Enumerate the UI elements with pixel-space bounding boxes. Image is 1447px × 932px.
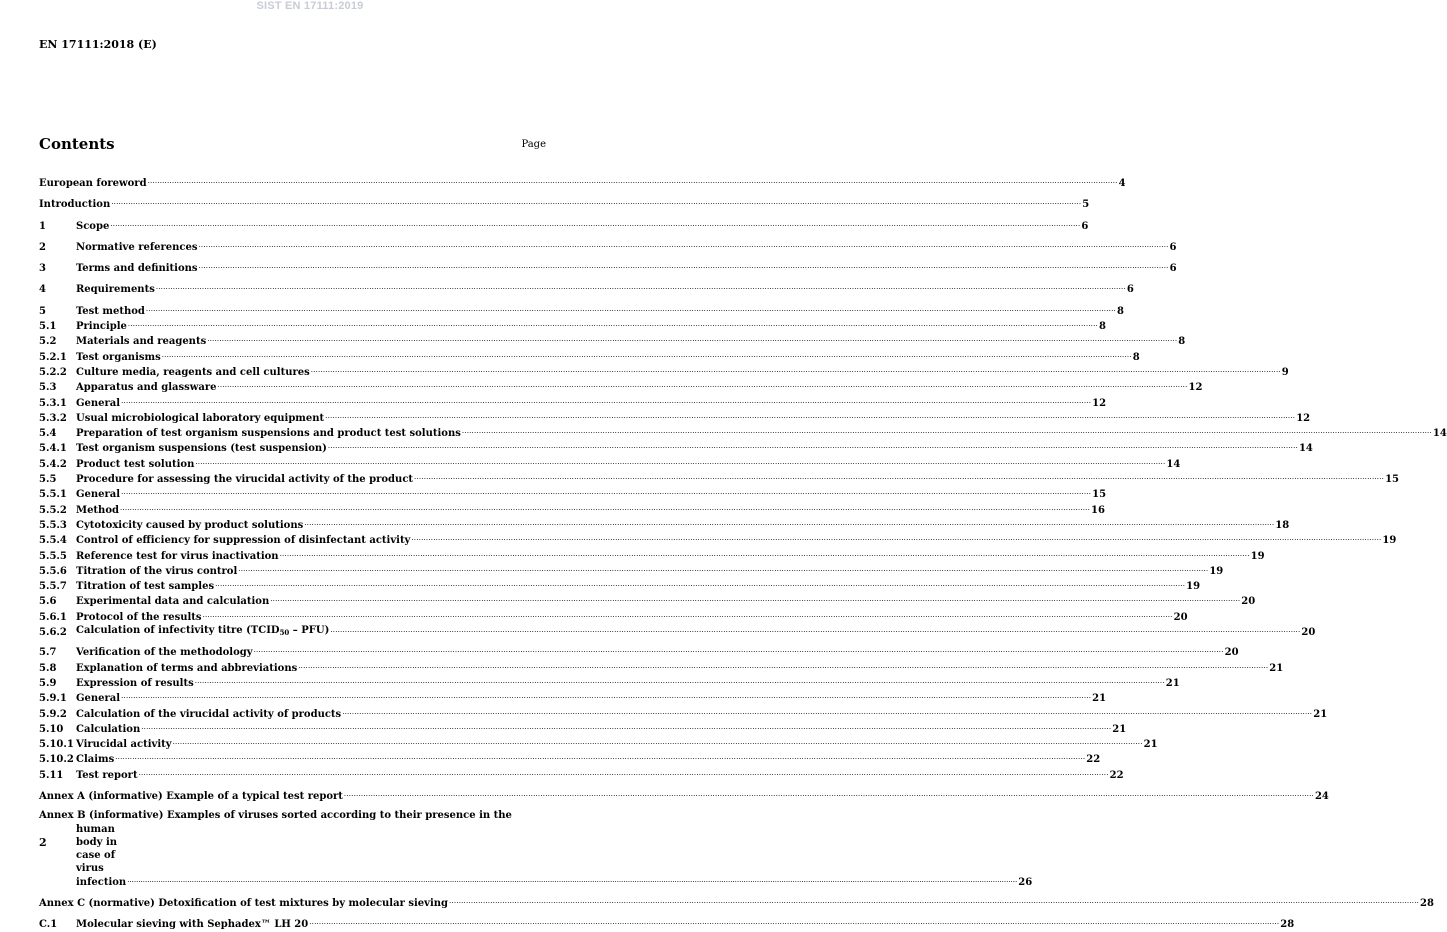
toc-entry-page: 21 — [1143, 739, 1158, 751]
toc-entry-title — [76, 283, 155, 296]
toc-leader-dots: ................................................................................................................................................................................................................................................................................................................................................................................................................ — [238, 564, 1209, 573]
toc-entry-title-text: Test organisms — [76, 351, 161, 363]
toc-entry-title — [76, 918, 308, 931]
toc-entry-title-text: Titration of the virus control — [76, 565, 238, 577]
toc-entry-title-text: Verification of the methodology — [76, 647, 253, 659]
toc-entry-page: 4 — [1118, 178, 1126, 189]
toc-entry-title — [76, 473, 413, 486]
page-number: 2 — [39, 836, 47, 849]
toc-entry-number: 5.5.4 — [39, 535, 67, 547]
toc-entry-page: 16 — [1091, 504, 1105, 516]
toc-entry[interactable] — [39, 690, 1107, 705]
toc-entry-page: 19 — [1250, 550, 1265, 562]
toc-entry[interactable] — [39, 260, 1177, 275]
toc-entry-page: 5 — [1082, 199, 1090, 211]
toc-entry-number: 5.5.1 — [39, 489, 67, 501]
toc-leader-dots: ................................................................................................................................................................................................................................................................................................................................................................................................................ — [198, 262, 1169, 271]
toc-entry-title-text: Expression of results — [76, 677, 194, 689]
toc-entry-number: 5.9 — [39, 677, 57, 689]
toc-entry-title-text: General — [76, 397, 121, 409]
toc-leader-dots: ................................................................................................................................................................................................................................................................................................................................................................................................................ — [172, 738, 1143, 747]
toc-leader-dots: ................................................................................................................................................................................................................................................................................................................................................................................................................ — [327, 442, 1298, 451]
toc-entry-title — [76, 565, 237, 578]
toc-entry-title — [76, 412, 324, 425]
toc-entry-subscript: 50 — [279, 628, 290, 638]
toc-entry-page: 21 — [1165, 677, 1180, 689]
toc-entry-title — [76, 381, 216, 394]
toc-entry-title — [76, 442, 327, 455]
toc-entry-number: 1 — [39, 220, 46, 232]
toc-entry-title — [76, 504, 119, 517]
toc-leader-dots: ................................................................................................................................................................................................................................................................................................................................................................................................................ — [195, 457, 1166, 466]
toc-entry-number: 5.7 — [39, 647, 57, 659]
toc-leader-dots: ................................................................................................................................................................................................................................................................................................................................................................................................................ — [115, 753, 1086, 762]
toc-entry-number: 5.3 — [39, 382, 57, 394]
toc-entry-number: 5.10.1 — [39, 739, 74, 751]
toc-entry-page: 21 — [1092, 693, 1107, 705]
toc-entry-title — [76, 366, 310, 379]
toc-entry-title-text: Virucidal activity — [76, 739, 172, 751]
toc-entry-page: 28 — [1280, 919, 1295, 931]
toc-entry-page: 8 — [1116, 305, 1124, 317]
toc-leader-dots: ................................................................................................................................................................................................................................................................................................................................................................................................................ — [330, 626, 1301, 635]
toc-entry-title-text: Explanation of terms and abbreviations — [76, 662, 298, 674]
toc-entry-number: 5.2 — [39, 336, 57, 348]
toc-entry[interactable] — [39, 736, 1158, 751]
toc-entry-title — [39, 897, 448, 910]
toc-entry-page: 15 — [1385, 474, 1399, 486]
toc-entry-title — [76, 550, 279, 563]
toc-leader-dots: ................................................................................................................................................................................................................................................................................................................................................................................................................ — [145, 304, 1116, 313]
toc-entry-title-text: Annex A (informative) Example of a typical test report — [39, 790, 343, 802]
toc-leader-dots: ................................................................................................................................................................................................................................................................................................................................................................................................................ — [279, 549, 1250, 558]
toc-entry[interactable] — [39, 895, 1434, 910]
toc-entry[interactable] — [39, 395, 1107, 410]
toc-entry-title-text: General — [76, 489, 121, 501]
toc-entry[interactable] — [39, 721, 1127, 736]
toc-entry[interactable] — [39, 609, 1188, 624]
document-header: EN 17111:2018 (E) — [39, 38, 157, 51]
toc-entry-title-text: Requirements — [76, 284, 155, 296]
toc-entry[interactable] — [39, 175, 1126, 190]
toc-entry-title — [39, 790, 343, 803]
toc-entry-page: 14 — [1166, 458, 1181, 470]
toc-entry-title-text: Test method — [76, 305, 145, 317]
toc-entry-number: 5.9.1 — [39, 693, 67, 705]
toc-entry[interactable] — [39, 364, 1289, 379]
toc-entry-page: 14 — [1432, 428, 1447, 440]
toc-entry-title-text: Normative references — [76, 241, 198, 253]
toc-entry-title-text: Terms and definitions — [76, 263, 198, 275]
toc-entry-number: 5.2.2 — [39, 366, 67, 378]
toc-entry-number: 5.10.2 — [39, 754, 74, 766]
toc-entry-title — [76, 723, 140, 736]
toc-entry[interactable] — [39, 809, 1033, 889]
toc-leader-dots: ................................................................................................................................................................................................................................................................................................................................................................................................................ — [119, 503, 1091, 512]
toc-entry-title — [76, 624, 329, 639]
toc-entry-number: 5.3.1 — [39, 397, 67, 409]
toc-entry-title-text: Titration of test samples — [76, 581, 215, 593]
toc-entry-title — [76, 769, 138, 782]
toc-entry[interactable] — [39, 675, 1180, 690]
toc-entry-number: 5.6.1 — [39, 611, 67, 623]
toc-leader-dots: ................................................................................................................................................................................................................................................................................................................................................................................................................ — [304, 518, 1275, 527]
toc-entry-title-text: Culture media, reagents and cell cultures — [76, 366, 310, 378]
toc-entry-title — [76, 646, 253, 659]
toc-entry-number: 5.9.2 — [39, 708, 67, 720]
toc-entry[interactable] — [39, 788, 1329, 803]
toc-leader-dots: ................................................................................................................................................................................................................................................................................................................................................................................................................ — [202, 610, 1173, 619]
toc-entry-page: 24 — [1314, 790, 1329, 802]
toc-entry-title — [39, 198, 110, 211]
toc-leader-dots: ................................................................................................................................................................................................................................................................................................................................................................................................................ — [325, 411, 1296, 420]
toc-entry[interactable] — [39, 410, 1311, 425]
toc-entry-title — [76, 677, 194, 690]
toc-entry-number: 5.5.7 — [39, 581, 67, 593]
toc-leader-dots: ................................................................................................................................................................................................................................................................................................................................................................................................................ — [161, 350, 1132, 359]
toc-entry-title-text: Control of efficiency for suppression of disinfectant activity — [76, 535, 411, 547]
toc-entry[interactable] — [39, 239, 1177, 254]
toc-entry-number: 5.2.1 — [39, 351, 67, 363]
toc-entry-title-text: Test report — [76, 769, 138, 781]
toc-entry-title — [76, 488, 120, 501]
toc-entry-page: 22 — [1109, 769, 1124, 781]
toc-leader-dots: ................................................................................................................................................................................................................................................................................................................................................................................................................ — [342, 707, 1313, 716]
toc-entry-title-text: Cytotoxicity caused by product solutions — [76, 519, 304, 531]
toc-entry-title-text: Apparatus and glassware — [76, 382, 217, 394]
toc-entry-page: 8 — [1178, 336, 1186, 348]
toc-entry-page: 19 — [1382, 535, 1397, 547]
toc-entry-title-text: European foreword — [39, 178, 147, 189]
toc-entry-title-text: Scope — [76, 220, 110, 232]
toc-entry-title — [76, 580, 214, 593]
toc-leader-dots: ................................................................................................................................................................................................................................................................................................................................................................................................................ — [215, 580, 1186, 589]
toc-entry-title — [76, 611, 202, 624]
toc-leader-dots: ................................................................................................................................................................................................................................................................................................................................................................................................................ — [414, 473, 1385, 482]
page-column-label: Page — [521, 139, 546, 150]
toc-entry[interactable] — [39, 644, 1239, 659]
toc-entry[interactable] — [39, 425, 1447, 440]
toc-entry-title-text: Method — [76, 504, 119, 516]
toc-entry-title — [76, 753, 114, 766]
toc-entry[interactable] — [39, 333, 1186, 348]
toc-entry-number: 5.4 — [39, 428, 57, 440]
toc-leader-dots: ................................................................................................................................................................................................................................................................................................................................................................................................................ — [411, 534, 1382, 543]
toc-entry-title-text: Reference test for virus inactivation — [76, 550, 279, 562]
toc-entry[interactable] — [39, 440, 1313, 455]
toc-entry-number: 5.5.6 — [39, 565, 67, 577]
toc-entry-page: 20 — [1224, 647, 1239, 659]
toc-entry-title — [39, 177, 147, 190]
toc-entry-number: 5.8 — [39, 662, 57, 674]
toc-entry-number: 5.10 — [39, 723, 64, 735]
toc-entry-title — [76, 351, 161, 364]
toc-entry-number: 5.1 — [39, 321, 57, 333]
toc-entry-page: 22 — [1086, 754, 1101, 766]
toc-entry[interactable] — [39, 767, 1124, 782]
toc-leader-dots: ................................................................................................................................................................................................................................................................................................................................................................................................................ — [111, 198, 1082, 207]
toc-entry-page: 19 — [1209, 565, 1224, 577]
toc-entry-page: 8 — [1098, 321, 1106, 333]
toc-entry[interactable] — [39, 593, 1256, 608]
toc-entry-page: 6 — [1169, 263, 1177, 275]
toc-leader-dots: ................................................................................................................................................................................................................................................................................................................................................................................................................ — [194, 676, 1165, 685]
toc-entry-number: 5.6 — [39, 596, 57, 608]
toc-entry[interactable] — [39, 218, 1089, 233]
toc-entry[interactable] — [39, 517, 1290, 532]
toc-leader-dots: ................................................................................................................................................................................................................................................................................................................................................................................................................ — [461, 427, 1432, 436]
toc-entry-title — [76, 738, 172, 751]
toc-entry[interactable] — [39, 563, 1224, 578]
toc-entry-title-text: General — [76, 693, 121, 705]
toc-entry-number: 3 — [39, 263, 46, 275]
toc-entry-page: 12 — [1092, 397, 1107, 409]
toc-entry-number: 2 — [39, 241, 46, 253]
toc-entry-page: 18 — [1275, 519, 1290, 531]
toc-entry-title — [76, 595, 269, 608]
toc-entry[interactable] — [39, 318, 1106, 333]
toc-entry-number: 5.5 — [39, 474, 57, 486]
toc-leader-dots: ................................................................................................................................................................................................................................................................................................................................................................................................................ — [253, 646, 1224, 655]
toc-entry-title — [76, 305, 145, 318]
toc-entry-title — [76, 534, 410, 547]
toc-entry-title — [76, 519, 303, 532]
toc-entry-page: 19 — [1186, 581, 1201, 593]
toc-entry-number: 5.3.2 — [39, 412, 67, 424]
toc-entry-title — [76, 692, 120, 705]
page-title: Contents — [39, 135, 115, 153]
toc-entry-title-text: Calculation — [76, 723, 141, 735]
toc-entry-page: 20 — [1173, 611, 1188, 623]
toc-entry-number: C.1 — [39, 919, 58, 931]
toc-entry-title-suffix: – PFU) — [289, 625, 330, 637]
toc-entry-page: 6 — [1081, 220, 1089, 232]
toc-entry-title-continued: human body in case of virus infection — [76, 823, 127, 888]
toc-leader-dots: ................................................................................................................................................................................................................................................................................................................................................................................................................ — [449, 897, 1420, 906]
toc-entry-title-text: Calculation of infectivity titre (TCID — [76, 625, 280, 637]
toc-entry-title — [76, 241, 198, 254]
toc-entry-title-text: Annex C (normative) Detoxification of test mixtures by molecular sieving — [39, 898, 448, 910]
toc-entry-page: 21 — [1313, 708, 1328, 720]
toc-leader-dots: ................................................................................................................................................................................................................................................................................................................................................................................................................ — [141, 722, 1112, 731]
toc-leader-dots: ................................................................................................................................................................................................................................................................................................................................................................................................................ — [121, 692, 1092, 701]
toc-entry-title-text: Usual microbiological laboratory equipment — [76, 412, 325, 424]
toc-entry-title: Annex B (informative) Examples of viruses sorted according to their presence in the — [39, 810, 512, 822]
toc-entry[interactable] — [39, 486, 1107, 501]
toc-leader-dots: ................................................................................................................................................................................................................................................................................................................................................................................................................ — [110, 219, 1081, 228]
toc-entry-title-text: Preparation of test organism suspensions and product test solutions — [76, 428, 461, 440]
toc-entry-title-text: Calculation of the virucidal activity of products — [76, 708, 342, 720]
toc-entry-title — [76, 220, 109, 233]
toc-entry[interactable] — [39, 624, 1316, 639]
toc-entry[interactable] — [39, 916, 1295, 931]
toc-entry-title-text: Claims — [76, 754, 115, 766]
toc-entry[interactable] — [39, 456, 1181, 471]
toc-leader-dots: ................................................................................................................................................................................................................................................................................................................................................................................................................ — [155, 283, 1126, 292]
toc-entry-title — [76, 458, 194, 471]
toc-entry-title — [76, 262, 198, 275]
toc-entry-page: 20 — [1241, 596, 1256, 608]
toc-entry-number: 5.5.3 — [39, 519, 67, 531]
toc-entry-title-text: Procedure for assessing the virucidal activity of the product — [76, 474, 414, 486]
toc-entry-page: 14 — [1298, 443, 1313, 455]
toc-entry-page: 15 — [1092, 489, 1107, 501]
toc-leader-dots: ................................................................................................................................................................................................................................................................................................................................................................................................................ — [310, 365, 1281, 374]
toc-entry-page: 12 — [1188, 382, 1203, 394]
toc-leader-dots: ................................................................................................................................................................................................................................................................................................................................................................................................................ — [127, 875, 1018, 884]
toc-entry-title-text: Protocol of the results — [76, 611, 202, 623]
toc-entry-title-text: Materials and reagents — [76, 336, 207, 348]
toc-entry[interactable] — [39, 196, 1090, 211]
toc-entry-page: 8 — [1132, 351, 1140, 363]
toc-leader-dots: ................................................................................................................................................................................................................................................................................................................................................................................................................ — [147, 177, 1118, 185]
toc-entry-number: 5.5.5 — [39, 550, 67, 562]
toc-entry[interactable] — [39, 379, 1203, 394]
toc-entry[interactable] — [39, 578, 1201, 593]
toc-entry[interactable] — [39, 502, 1105, 517]
toc-leader-dots: ................................................................................................................................................................................................................................................................................................................................................................................................................ — [121, 488, 1092, 497]
toc-entry-title — [76, 708, 341, 721]
toc-entry-title-text: Test organism suspensions (test suspension) — [76, 443, 327, 455]
toc-entry-title — [76, 335, 206, 348]
toc-entry[interactable] — [39, 281, 1134, 296]
toc-leader-dots: ................................................................................................................................................................................................................................................................................................................................................................................................................ — [198, 240, 1169, 249]
toc-entry-page: 28 — [1420, 898, 1434, 910]
toc-leader-dots: ................................................................................................................................................................................................................................................................................................................................................................................................................ — [298, 661, 1269, 670]
toc-entry-number: 5.6.2 — [39, 627, 67, 639]
toc-entry[interactable] — [39, 706, 1328, 721]
toc-leader-dots: ................................................................................................................................................................................................................................................................................................................................................................................................................ — [127, 320, 1098, 329]
toc-leader-dots: ................................................................................................................................................................................................................................................................................................................................................................................................................ — [138, 768, 1109, 777]
toc-leader-dots: ................................................................................................................................................................................................................................................................................................................................................................................................................ — [121, 396, 1092, 405]
table-of-contents — [39, 175, 1447, 932]
toc-entry-page: 12 — [1296, 412, 1311, 424]
toc-entry[interactable] — [39, 548, 1265, 563]
toc-entry-page: 21 — [1269, 662, 1284, 674]
toc-entry-number: 4 — [39, 284, 46, 296]
toc-entry-title-text: Experimental data and calculation — [76, 596, 270, 608]
toc-entry-page: 21 — [1112, 723, 1127, 735]
toc-leader-dots: ................................................................................................................................................................................................................................................................................................................................................................................................................ — [217, 381, 1188, 390]
watermark: SIST EN 17111:2019 — [256, 0, 364, 12]
toc-leader-dots: ................................................................................................................................................................................................................................................................................................................................................................................................................ — [207, 335, 1178, 344]
toc-entry-number: 5 — [39, 305, 46, 317]
toc-leader-dots: ................................................................................................................................................................................................................................................................................................................................................................................................................ — [270, 595, 1241, 604]
toc-leader-dots: ................................................................................................................................................................................................................................................................................................................................................................................................................ — [343, 789, 1314, 798]
toc-entry[interactable] — [39, 303, 1124, 318]
toc-entry-page: 20 — [1301, 627, 1316, 639]
toc-entry[interactable] — [39, 349, 1140, 364]
toc-entry-title — [76, 662, 297, 675]
toc-entry-page: 6 — [1126, 284, 1134, 296]
toc-entry-title-text: Product test solution — [76, 458, 195, 470]
toc-entry-title-text: Principle — [76, 321, 127, 333]
toc-entry-title-text: Introduction — [39, 199, 111, 211]
toc-entry-page: 6 — [1169, 241, 1177, 253]
toc-entry-title — [76, 320, 127, 333]
toc-entry-title-text: Molecular sieving with Sephadex™ LH 20 — [76, 919, 309, 931]
toc-entry[interactable] — [39, 751, 1101, 766]
toc-entry-number: 5.4.2 — [39, 458, 67, 470]
toc-entry-title — [76, 397, 120, 410]
toc-entry-number: 5.4.1 — [39, 443, 67, 455]
toc-entry-page: 26 — [1018, 876, 1033, 888]
toc-entry[interactable] — [39, 660, 1284, 675]
toc-entry-number: 5.11 — [39, 769, 64, 781]
toc-entry[interactable] — [39, 471, 1399, 486]
toc-entry-title — [76, 427, 461, 440]
toc-entry-page: 9 — [1281, 366, 1289, 378]
toc-entry[interactable] — [39, 532, 1397, 547]
toc-leader-dots: ................................................................................................................................................................................................................................................................................................................................................................................................................ — [309, 918, 1280, 927]
toc-entry-number: 5.5.2 — [39, 504, 67, 516]
